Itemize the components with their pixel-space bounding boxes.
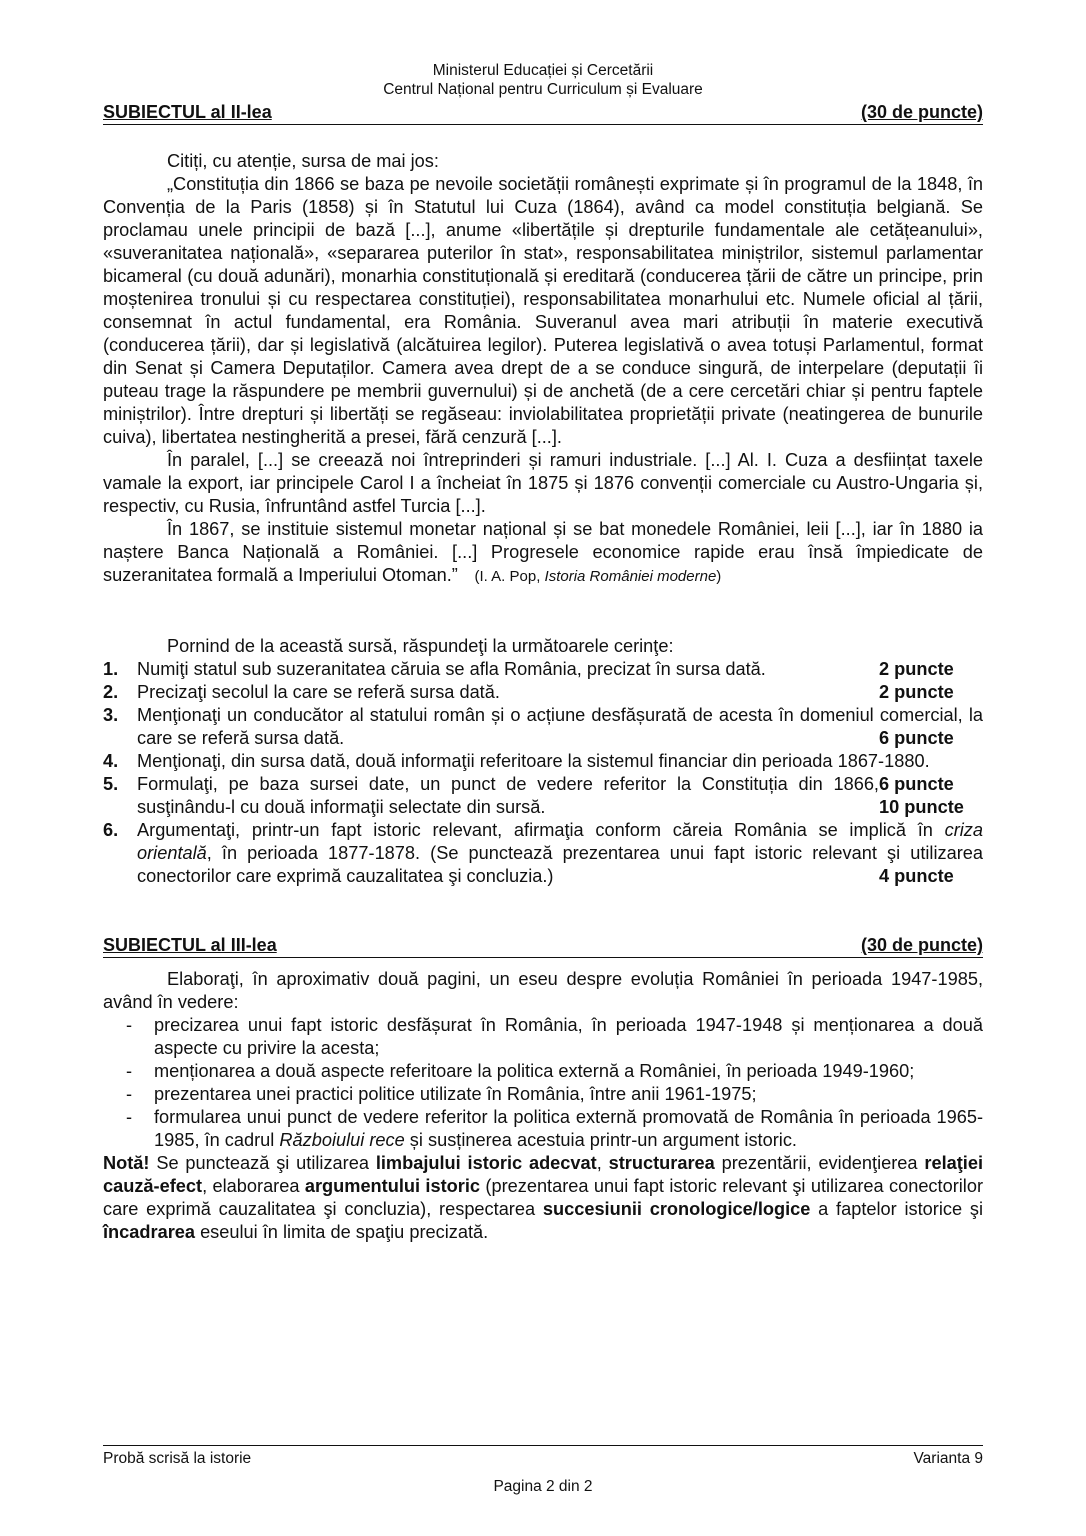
citation-title: Istoria României moderne [544, 568, 717, 585]
subject2-points: (30 de puncte) [860, 102, 983, 122]
question-number: 3. [103, 705, 119, 725]
note-text: , [596, 1153, 609, 1173]
note-text: prezentării, evidenţierea [714, 1153, 925, 1173]
subject2-heading [103, 100, 983, 125]
subject2-title: SUBIECTUL al II-lea [103, 102, 272, 122]
essay-intro: Elaboraţi, în aproximativ două pagini, un eseu despre evoluția României în perioada 1947-1985, având în vedere: [103, 969, 983, 1012]
essay-requirement-text: prezentarea unei practici politice utilizate în România, între anii 1961-1975; [154, 1084, 757, 1104]
question-4 [103, 750, 983, 794]
question-text: Numiţi statul sub suzeranitatea căruia se afla România, precizat în sursa dată. [137, 659, 766, 679]
question-5 [103, 773, 983, 819]
question-3 [103, 704, 983, 750]
question-text-italic: criza orientală [137, 820, 983, 863]
note-text: Se punctează şi utilizarea [149, 1153, 376, 1173]
note-emphasis: încadrarea [103, 1222, 196, 1242]
essay-requirement-italic: Războiului rece [279, 1130, 405, 1150]
source-citation [458, 568, 721, 585]
question-text: Precizaţi secolul la care se referă sursa dată. [137, 682, 500, 702]
source-paragraph-3-text: În 1867, se instituie sistemul monetar național și se bat monedele României, leii [...], iar în 1880 ia naștere Banca Națională a României. [...] Progresele economice rapide erau însă împiedicate de suzeranitatea formală a Imperiului Otoman.” [103, 519, 983, 585]
subject3-title: SUBIECTUL al III-lea [103, 935, 277, 955]
essay-requirement-text-a: formularea unui punct de vedere referitor la politica externă promovată de România în perioada 1965-1985, în cadrul [154, 1107, 983, 1150]
note-emphasis: relaţiei cauză-efect [103, 1153, 984, 1196]
bullet-dash: - [126, 1084, 133, 1104]
source-intro: Citiți, cu atenție, sursa de mai jos: [167, 151, 439, 171]
note-emphasis: structurarea [608, 1153, 715, 1173]
question-number: 1. [103, 659, 119, 679]
question-points: 10 puncte [879, 797, 964, 817]
note-emphasis: limbajului istoric adecvat [375, 1153, 597, 1173]
essay-requirement-1 [103, 1014, 983, 1060]
question-1 [103, 658, 983, 681]
note-text: , elaborarea [202, 1176, 305, 1196]
question-points: 6 puncte [879, 774, 954, 794]
subject3-body [103, 968, 983, 1244]
subject2-body [103, 150, 983, 588]
ministry-name: Ministerul Educației și Cercetării [432, 62, 654, 79]
note-emphasis: succesiunii cronologice/logice [542, 1199, 811, 1219]
essay-requirement-3 [103, 1083, 983, 1106]
questions-block [103, 635, 983, 888]
essay-requirement-text: precizarea unui fapt istoric desfășurat în România, în perioada 1947-1948 și menționarea a două aspecte cu privire la acesta; [154, 1015, 983, 1058]
page-header [0, 61, 1086, 99]
citation-close: ) [716, 568, 722, 585]
essay-requirement-text: menționarea a două aspecte referitoare la politica externă a României, în perioada 1949-1960; [154, 1061, 915, 1081]
page-number: Pagina 2 din 2 [493, 1478, 593, 1495]
bullet-dash: - [126, 1015, 133, 1035]
question-6 [103, 819, 983, 888]
grading-note [103, 1152, 983, 1244]
question-points: 6 puncte [879, 728, 954, 748]
question-points: 2 puncte [879, 682, 954, 702]
essay-requirement-text-b: și susținerea acestuia printr-un argument istoric. [404, 1130, 797, 1150]
source-paragraph-2: În paralel, [...] se creează noi întreprinderi și ramuri industriale. [...] Al. I. Cuza a desființat taxele vamale la export, iar principele Carol I a încheiat în 1875 și 1876 convenții comerciale cu Austro-Ungaria și, respectiv, cu Rusia, înfruntând astfel Turcia [...]. [103, 450, 983, 516]
question-text: Formulaţi, pe baza sursei date, un punct de vedere referitor la Constituția din 1866, susţinându-l cu două informaţii selectate din sursă. [137, 774, 879, 817]
note-label: Notă! [103, 1153, 150, 1173]
note-emphasis: argumentului istoric [304, 1176, 481, 1196]
question-number: 2. [103, 682, 119, 702]
question-text-b: , în perioada 1877-1878. (Se punctează prezentarea unui fapt istoric relevant şi utilizarea conectorilor care exprimă cauzalitatea şi concluzia.) [137, 843, 983, 886]
footer-variant: Varianta 9 [913, 1450, 983, 1467]
subject3-heading [103, 933, 983, 958]
question-number: 4. [103, 751, 119, 771]
footer-exam-name: Probă scrisă la istorie [103, 1450, 252, 1467]
note-text: a faptelor istorice şi [810, 1199, 984, 1219]
question-points: 4 puncte [879, 866, 954, 886]
question-text-a: Argumentaţi, printr-un fapt istoric relevant, afirmaţia conform căreia România se implică în [137, 820, 945, 840]
question-number: 6. [103, 820, 119, 840]
essay-requirement-2 [103, 1060, 983, 1083]
questions-intro: Pornind de la această sursă, răspundeţi la următoarele cerinţe: [167, 636, 674, 656]
center-name: Centrul Național pentru Curriculum și Evaluare [383, 81, 703, 98]
question-text: Menţionaţi, din sursa dată, două informaţii referitoare la sistemul financiar din perioada 1867-1880. [137, 751, 930, 771]
citation-author: (I. A. Pop, [474, 568, 545, 585]
question-text: Menţionaţi un conducător al statului român și o acțiune desfășurată de acesta în domeniul comercial, la care se referă sursa dată. [137, 705, 983, 748]
footer-divider [103, 1445, 983, 1446]
bullet-dash: - [126, 1107, 133, 1127]
note-text: (prezentarea unui fapt istoric relevant şi utilizarea conectorilor care exprimă cauzalitatea şi concluzia), respectarea [103, 1176, 984, 1219]
note-text: eseului în limita de spaţiu precizată. [195, 1222, 489, 1242]
subject3-points: (30 de puncte) [860, 935, 983, 955]
source-paragraph-3 [103, 518, 983, 588]
question-number: 5. [103, 774, 119, 794]
question-points: 2 puncte [879, 659, 954, 679]
source-paragraph-1: „Constituția din 1866 se baza pe nevoile societății românești exprimate și în programul de la 1848, în Convenția de la Paris (1858) și în Statutul lui Cuza (1864), având ca model constituția belgiană. Se proclamau unele principii de bază [...], anume «libertățile și drepturile fundamentale ale cetățeanului», «suveranitatea națională», «separarea puterilor în stat», responsabilitatea miniștrilor, sistemul parlamentar bicameral (cu două adunări), monarhia constituțională și ereditară (conducerea țării de către un principe, prin moștenirea tronului și cu respectarea constituției), responsabilitatea monarhului etc. Numele oficial al țării, consemnat în actul fundamental, era România. Suveranul avea mari atribuții în materie executivă (conducerea țării), dar și legislativă (alcătuirea legilor). Puterea legislativă o avea totuși Parlamentul, format din Senat și Camera Deputaților. Camera avea drept de a se conduce singură, de interpelare (deputații îi puteau trage la răspundere pe membrii guvernului) și de anchetă (de a cere cercetări chiar și pentru faptele miniștrilor). Între drepturi și libertăți se regăseau: inviolabilitatea proprietății private (neatingerea de bunurile cuiva), libertatea nestingherită a presei, fără cenzură [...]. [103, 174, 983, 447]
question-2 [103, 681, 983, 704]
essay-requirement-4 [103, 1106, 983, 1152]
bullet-dash: - [126, 1061, 133, 1081]
